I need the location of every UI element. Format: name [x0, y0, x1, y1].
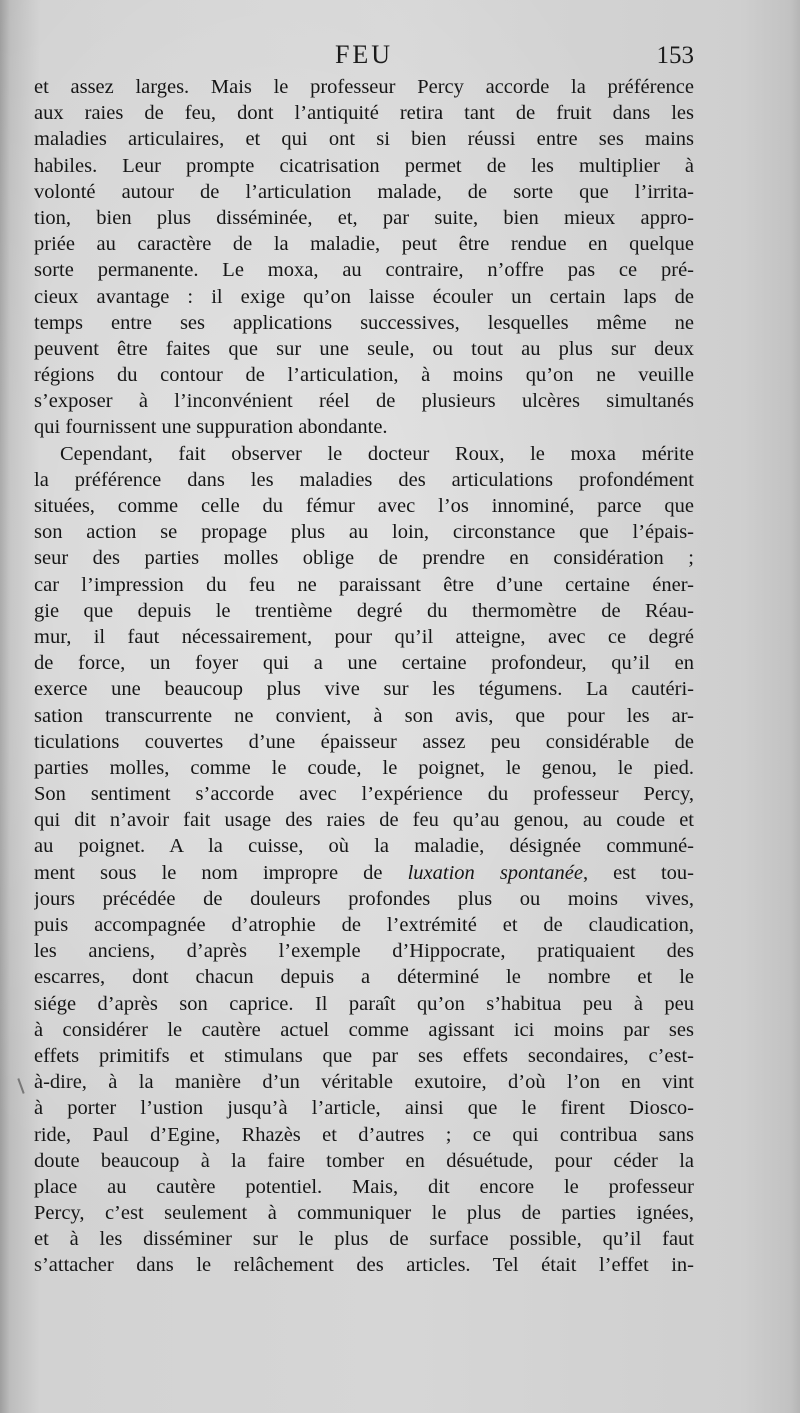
text-line: temps entre ses applications successives, lesquelles même ne [34, 311, 694, 334]
italic-term: luxation spontanée [407, 861, 583, 884]
text-line: escarres, dont chacun depuis a déterminé le nombre et le [34, 966, 694, 989]
paragraph-end-line: qui fournissent une suppuration abondante. [34, 416, 388, 439]
text-line: mur, il faut nécessairement, pour qu’il atteigne, avec ce degré [34, 625, 694, 648]
text-line: puis accompagnée d’atrophie de l’extrémité et de claudication, [34, 914, 694, 936]
text-line: qui dit n’avoir fait usage des raies de feu qu’au genou, au coude et [34, 809, 694, 832]
text-line: priée au caractère de la maladie, peut être rendue en quelque [34, 233, 694, 256]
text-line: gie que depuis le trentième degré du thermomètre de Réau- [34, 599, 694, 622]
text-line: situées, comme celle du fémur avec l’os innominé, parce que [34, 495, 694, 517]
text-line: de force, un foyer qui a une certaine profondeur, qu’il en [34, 652, 694, 675]
text-line: jours précédée de douleurs profondes plus ou moins vives, [34, 887, 694, 910]
text-line: cieux avantage : il exige qu’on laisse écouler un certain laps de [34, 285, 694, 308]
text-line: les anciens, d’après l’exemple d’Hippocrate, pratiquaient des [34, 940, 694, 963]
text-line: peuvent être faites que sur une seule, ou tout au plus sur deux [34, 337, 694, 360]
text-line: siége d’après son caprice. Il paraît qu’on s’habitua peu à peu [34, 992, 694, 1015]
text-line: place au cautère potentiel. Mais, dit encore le professeur [34, 1175, 694, 1198]
text-line: et assez larges. Mais le professeur Percy accorde la préférence [34, 76, 694, 98]
text-line: à porter l’ustion jusqu’à l’article, ainsi que le firent Diosco- [34, 1097, 694, 1120]
text-line: son action se propage plus au loin, circonstance que l’épais- [34, 521, 694, 544]
text-line: à considérer le cautère actuel comme agissant ici moins par ses [34, 1018, 694, 1041]
text-line: ticulations couvertes d’une épaisseur assez peu considérable de [34, 730, 694, 753]
text-line: Son sentiment s’accorde avec l’expérience du professeur Percy, [34, 783, 694, 806]
text-line: à-dire, à la manière d’un véritable exutoire, d’où l’on en vint [34, 1071, 694, 1094]
text-line: effets primitifs et stimulans que par ses effets secondaires, c’est- [34, 1044, 694, 1067]
text-line: car l’impression du feu ne paraissant être d’une certaine éner- [34, 573, 694, 596]
text-line: s’exposer à l’inconvénient réel de plusieurs ulcères simultanés [34, 390, 694, 413]
margin-mark [17, 1078, 24, 1094]
text-line: parties molles, comme le coude, le poignet, le genou, le pied. [34, 756, 694, 779]
text-line: tion, bien plus disséminée, et, par suite, bien mieux appro- [34, 206, 694, 229]
text-line: maladies articulaires, et qui ont si bien réussi entre ses mains [34, 128, 694, 151]
text-line: exerce une beaucoup plus vive sur les tégumens. La cautéri- [34, 678, 694, 701]
body-text [34, 74, 694, 1279]
running-head: FEU [334, 40, 394, 69]
text-segment: ment sous le nom impropre de [34, 861, 383, 884]
text-line: sorte permanente. Le moxa, au contraire, n’offre pas ce pré- [34, 259, 694, 282]
text-line: au poignet. A la cuisse, où la maladie, désignée communé- [34, 835, 694, 858]
text-line: doute beaucoup à la faire tomber en désuétude, pour céder la [34, 1149, 694, 1172]
paragraph-start-line: Cependant, fait observer le docteur Roux, le moxa mérite [60, 442, 694, 465]
text-line: sation transcurrente ne convient, à son avis, que pour les ar- [34, 704, 694, 727]
text-line: habiles. Leur prompte cicatrisation permet de les multiplier à [34, 154, 694, 177]
page-number: 153 [656, 42, 694, 69]
text-line: ride, Paul d’Egine, Rhazès et d’autres ; ce qui contribua sans [34, 1123, 694, 1146]
text-line: s’attacher dans le relâchement des articles. Tel était l’effet in- [34, 1254, 694, 1277]
text-line: volonté autour de l’articulation malade, de sorte que l’irrita- [34, 180, 694, 203]
text-line-with-italic [34, 860, 694, 886]
text-line: Percy, c’est seulement à communiquer le plus de parties ignées, [34, 1202, 694, 1225]
text-segment: , est tou- [582, 861, 694, 884]
text-line: et à les disséminer sur le plus de surface possible, qu’il faut [34, 1228, 694, 1251]
text-line: régions du contour de l’articulation, à moins qu’on ne veuille [34, 364, 694, 387]
text-line: la préférence dans les maladies des articulations profondément [34, 468, 694, 491]
text-line: aux raies de feu, dont l’antiquité retira tant de fruit dans les [34, 102, 694, 125]
text-line: seur des parties molles oblige de prendre en considération ; [34, 547, 694, 570]
